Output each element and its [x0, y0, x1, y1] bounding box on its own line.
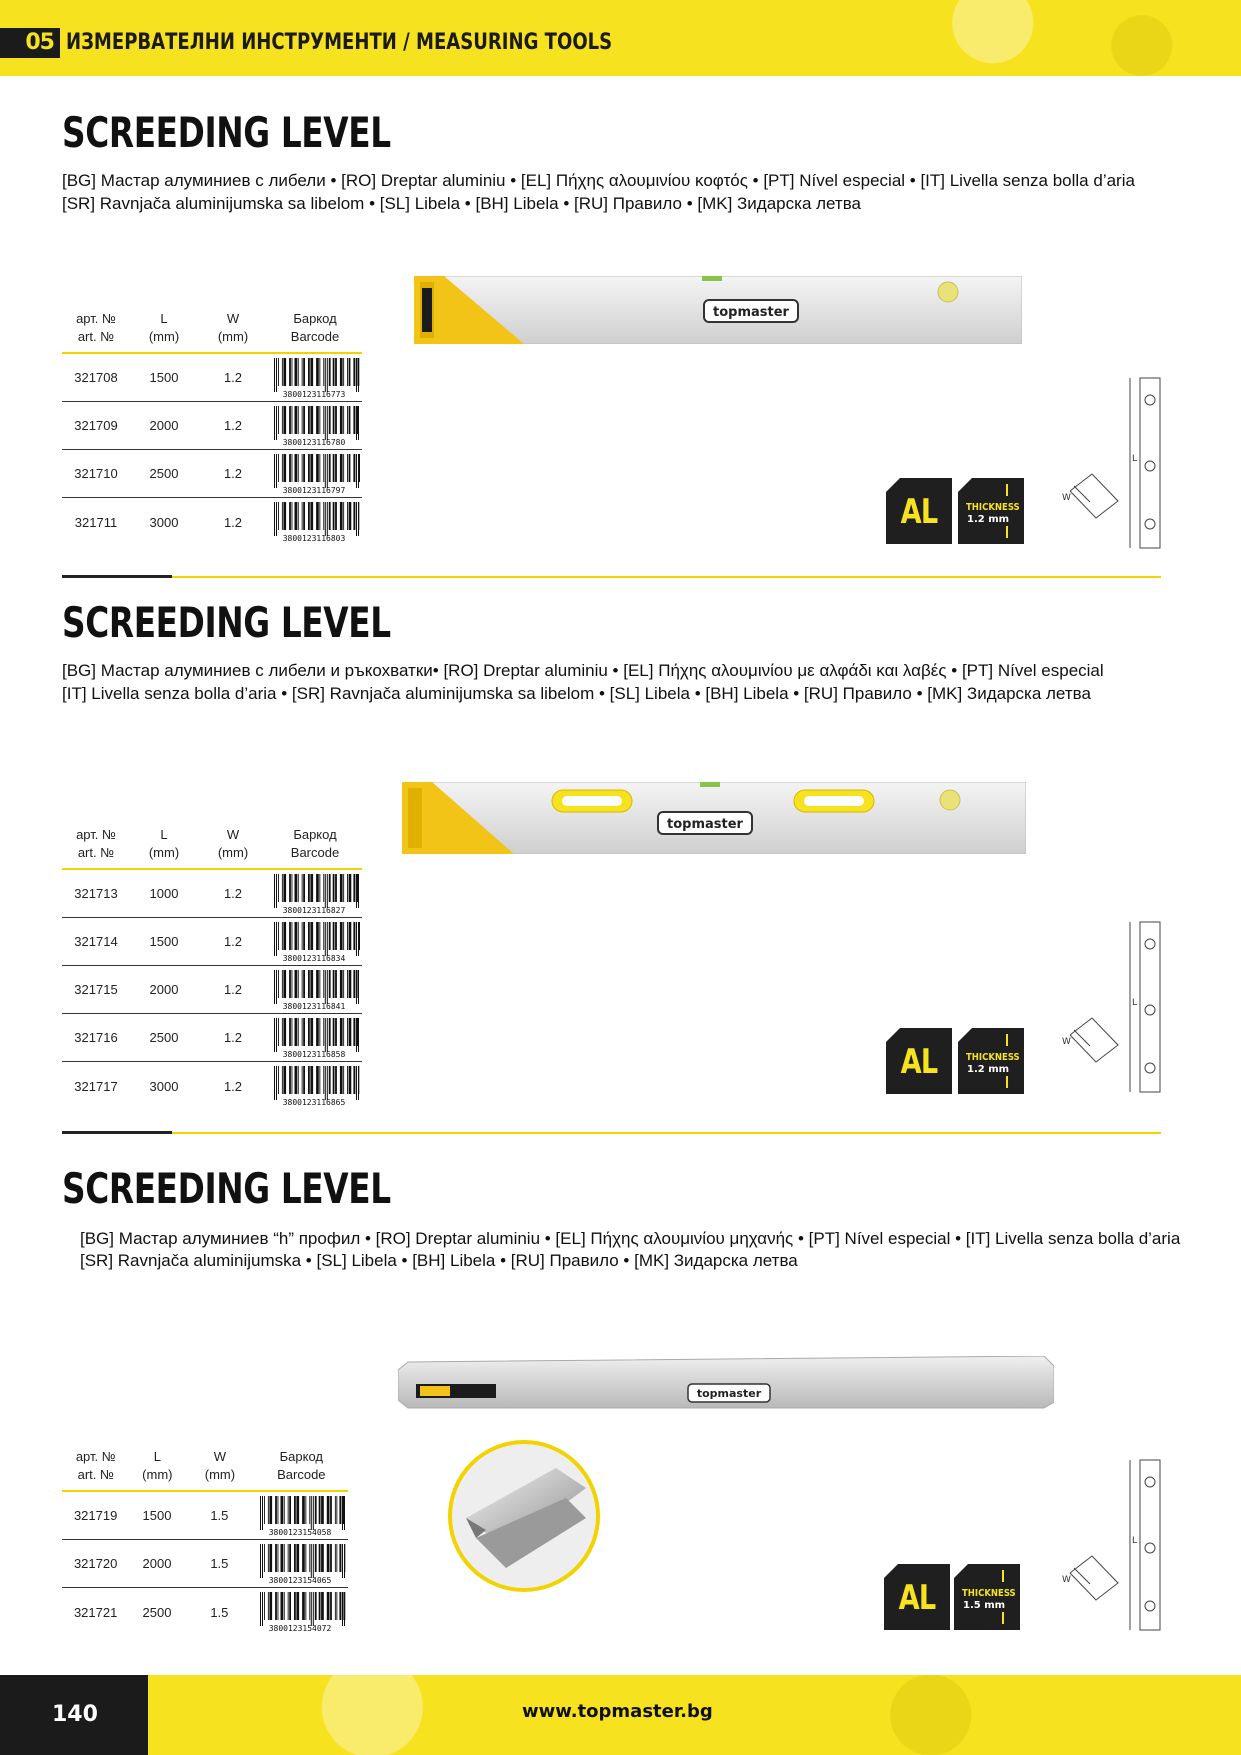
arrow-down-icon — [1006, 484, 1008, 496]
dimension-drawing — [1060, 1458, 1165, 1633]
dimension-drawing — [1060, 376, 1165, 551]
svg-text:W: W — [1062, 1037, 1071, 1047]
website-link[interactable]: www.topmaster.bg — [522, 1701, 713, 1722]
barcode-digits: 3800123116780 — [282, 437, 346, 447]
cell-art: 321717 — [74, 1078, 118, 1094]
table-row — [62, 870, 362, 918]
product-image-h-profile — [398, 1356, 1054, 1412]
thickness-badge — [954, 1564, 1020, 1630]
col-barcode-bg: Баркод — [293, 311, 337, 326]
cell-length: 2000 — [149, 418, 179, 433]
cell-length: 1500 — [149, 370, 179, 385]
barcode-graphic — [254, 1591, 346, 1633]
cell-length: 2500 — [149, 1030, 179, 1045]
cell-width: 1.2 — [223, 514, 243, 530]
col-art-en: art. № — [77, 1467, 114, 1482]
barcode — [268, 453, 362, 495]
cell-length: 1500 — [142, 1508, 172, 1523]
cell-width: 1.2 — [223, 466, 243, 481]
cell-width: 1.2 — [223, 418, 243, 433]
product-image-screeding-level — [414, 276, 1022, 344]
section-description-line2: [SR] Ravnjača aluminijumska sa libelom • [SL] Libela • [BH] Libela • [RU] Правило • [MK] Зидарска летва — [62, 194, 862, 213]
brand-logo: topmaster — [696, 1387, 762, 1400]
header-title: ИЗМЕРВАТЕЛНИ ИНСТРУМЕНТИ / MEASURING TOOLS — [66, 30, 613, 55]
barcode — [268, 1065, 362, 1107]
spec-table — [62, 310, 362, 546]
product-image-screeding-level-handles — [402, 782, 1026, 854]
cell-art: 321715 — [74, 982, 118, 997]
col-width-unit: (mm) — [204, 1467, 236, 1482]
cell-width: 1.2 — [223, 370, 243, 385]
section-description-line1: [BG] Мастар алуминиев с либели • [RO] Dreptar aluminiu • [EL] Πήχης αλουμινίου κοφτός • [PT] Nível especial • [IT] Livella senza bolla d’aria — [62, 171, 1135, 190]
material-badge — [884, 1564, 950, 1630]
table-row — [62, 1014, 362, 1062]
col-art-en: art. № — [77, 329, 115, 344]
barcode-graphic — [254, 1495, 346, 1537]
col-length-unit: (mm) — [142, 1467, 173, 1482]
table-row — [62, 1540, 348, 1588]
cell-art: 321719 — [73, 1508, 118, 1523]
col-barcode-bg: Баркод — [279, 1449, 323, 1464]
barcode-graphic — [268, 921, 360, 963]
svg-text:W: W — [1062, 1575, 1071, 1585]
barcode — [268, 501, 362, 543]
col-width: W — [226, 311, 240, 326]
cell-width: 1.2 — [223, 886, 243, 901]
barcode — [254, 1495, 348, 1537]
col-length-unit: (mm) — [148, 329, 180, 344]
section-title: SCREEDING LEVEL — [62, 598, 391, 647]
table-row — [62, 402, 362, 450]
svg-text:L: L — [1132, 1536, 1138, 1546]
section-divider — [62, 1132, 1161, 1134]
table-row — [62, 498, 362, 546]
barcode-graphic — [268, 405, 360, 447]
material-text: AL — [900, 492, 938, 532]
cell-length: 2500 — [149, 466, 179, 481]
col-art-en: art. № — [77, 845, 115, 860]
barcode-graphic — [268, 1065, 360, 1107]
barcode-graphic — [254, 1543, 346, 1585]
col-width-unit: (mm) — [217, 329, 249, 344]
cell-length: 2500 — [142, 1604, 172, 1620]
col-barcode-en: Barcode — [290, 329, 340, 344]
cell-length: 2000 — [149, 982, 179, 997]
cell-width: 1.5 — [210, 1556, 229, 1571]
barcode-digits: 3800123154065 — [268, 1575, 332, 1585]
col-width: W — [213, 1449, 227, 1464]
barcode — [268, 357, 362, 399]
table-row — [62, 354, 362, 402]
barcode-digits: 3800123116827 — [282, 905, 346, 915]
thickness-value: 1.2 mm — [967, 1064, 1010, 1075]
material-text: AL — [898, 1578, 936, 1618]
arrow-down-icon — [1006, 1034, 1008, 1046]
col-barcode-en: Barcode — [290, 845, 340, 860]
barcode — [268, 921, 362, 963]
barcode-graphic — [268, 501, 360, 543]
table-row — [62, 966, 362, 1014]
col-art-bg: арт. № — [76, 311, 116, 326]
table-row — [62, 1492, 348, 1540]
thickness-value: 1.2 mm — [967, 514, 1010, 525]
svg-text:L: L — [1132, 998, 1138, 1008]
cell-width: 1.5 — [210, 1604, 229, 1620]
thickness-label: THICKNESS — [966, 502, 1020, 513]
barcode — [268, 1017, 362, 1059]
table-row — [62, 918, 362, 966]
barcode — [268, 873, 362, 915]
cell-art: 321714 — [74, 934, 118, 949]
section-title: SCREEDING LEVEL — [62, 108, 391, 157]
barcode-graphic — [268, 1017, 360, 1059]
barcode-graphic — [268, 453, 360, 495]
cell-width: 1.2 — [223, 1078, 243, 1094]
page-footer — [0, 1675, 1241, 1755]
arrow-up-icon — [1006, 526, 1008, 538]
barcode — [268, 405, 362, 447]
spec-table — [62, 826, 362, 1110]
thickness-badge — [958, 478, 1024, 544]
section-description-line1: [BG] Мастар алуминиев “h” профил • [RO] Dreptar aluminiu • [EL] Πήχης αλουμινίου μηχανής • [PT] Nível especial • [IT] Livella senza bolla d’aria — [80, 1229, 1181, 1248]
col-art-bg: арт. № — [75, 1449, 116, 1464]
col-length: L — [160, 827, 168, 842]
arrow-down-icon — [1002, 1570, 1004, 1582]
col-length-unit: (mm) — [148, 845, 180, 860]
barcode-digits: 3800123116797 — [282, 485, 346, 495]
barcode-digits: 3800123116773 — [282, 389, 346, 399]
barcode-digits: 3800123154072 — [268, 1624, 332, 1633]
col-length: L — [160, 311, 168, 326]
barcode-digits: 3800123116865 — [282, 1098, 346, 1107]
col-art-bg: арт. № — [76, 827, 116, 842]
col-barcode-en: Barcode — [277, 1467, 326, 1482]
col-width: W — [226, 827, 240, 842]
spec-table — [62, 1448, 348, 1636]
barcode-digits: 3800123116834 — [282, 953, 346, 963]
material-text: AL — [900, 1042, 938, 1082]
material-badge — [886, 1028, 952, 1094]
cell-length: 3000 — [149, 514, 179, 530]
barcode — [254, 1543, 348, 1585]
section-description-line1: [BG] Мастар алуминиев с либели и ръкохватки• [RO] Dreptar aluminiu • [EL] Πήχης αλουμινίου με αλφάδι και λαβές • [PT] Nível especial — [62, 661, 1104, 680]
thickness-value: 1.5 mm — [963, 1600, 1006, 1611]
cell-art: 321711 — [74, 514, 118, 530]
cell-length: 1000 — [149, 886, 179, 901]
col-barcode-bg: Баркод — [293, 827, 337, 842]
brand-logo: topmaster — [713, 305, 789, 320]
barcode-graphic — [268, 357, 360, 399]
table-header — [62, 826, 362, 870]
thickness-label: THICKNESS — [966, 1052, 1020, 1063]
cell-art: 321721 — [73, 1604, 118, 1620]
cell-art: 321716 — [74, 1030, 118, 1045]
barcode-digits: 3800123154058 — [268, 1527, 332, 1537]
profile-closeup-image — [446, 1438, 602, 1594]
cell-art: 321710 — [74, 466, 118, 481]
section-title: SCREEDING LEVEL — [62, 1164, 391, 1213]
cell-length: 1500 — [149, 934, 179, 949]
arrow-up-icon — [1002, 1612, 1004, 1624]
dimension-drawing — [1060, 920, 1165, 1095]
barcode-digits: 3800123116858 — [282, 1049, 346, 1059]
barcode-digits: 3800123116841 — [282, 1001, 346, 1011]
cell-width: 1.2 — [223, 934, 243, 949]
section-number: 05 — [0, 28, 60, 58]
thickness-label: THICKNESS — [962, 1588, 1016, 1599]
thickness-badge — [958, 1028, 1024, 1094]
cell-art: 321708 — [74, 370, 118, 385]
cell-width: 1.2 — [223, 982, 243, 997]
brand-logo: topmaster — [667, 817, 743, 832]
col-width-unit: (mm) — [217, 845, 249, 860]
section-description-line2: [IT] Livella senza bolla d’aria • [SR] Ravnjača aluminijumska sa libelom • [SL] Libela • [BH] Libela • [RU] Правило • [MK] Зидарска летва — [62, 684, 1091, 703]
table-row — [62, 450, 362, 498]
table-row — [62, 1062, 362, 1110]
page-header — [0, 0, 1241, 76]
barcode — [268, 969, 362, 1011]
section-divider — [62, 576, 1161, 578]
arrow-up-icon — [1006, 1076, 1008, 1088]
table-row — [62, 1588, 348, 1636]
svg-text:W: W — [1062, 493, 1071, 503]
cell-length: 3000 — [149, 1078, 179, 1094]
barcode-graphic — [268, 969, 360, 1011]
barcode-graphic — [268, 873, 360, 915]
cell-length: 2000 — [142, 1556, 172, 1571]
table-header — [62, 1448, 348, 1492]
section-description-line2: [SR] Ravnjača aluminijumska • [SL] Libela • [BH] Libela • [RU] Правило • [MK] Зидарска летва — [80, 1251, 798, 1270]
barcode — [254, 1591, 348, 1633]
svg-text:L: L — [1132, 454, 1138, 464]
barcode-digits: 3800123116803 — [282, 534, 346, 543]
cell-art: 321709 — [74, 418, 118, 433]
col-length: L — [153, 1449, 161, 1464]
cell-art: 321713 — [74, 886, 118, 901]
table-header — [62, 310, 362, 354]
cell-art: 321720 — [73, 1556, 118, 1571]
page-number: 140 — [0, 1675, 148, 1755]
cell-width: 1.5 — [210, 1508, 229, 1523]
cell-width: 1.2 — [223, 1030, 243, 1045]
material-badge — [886, 478, 952, 544]
